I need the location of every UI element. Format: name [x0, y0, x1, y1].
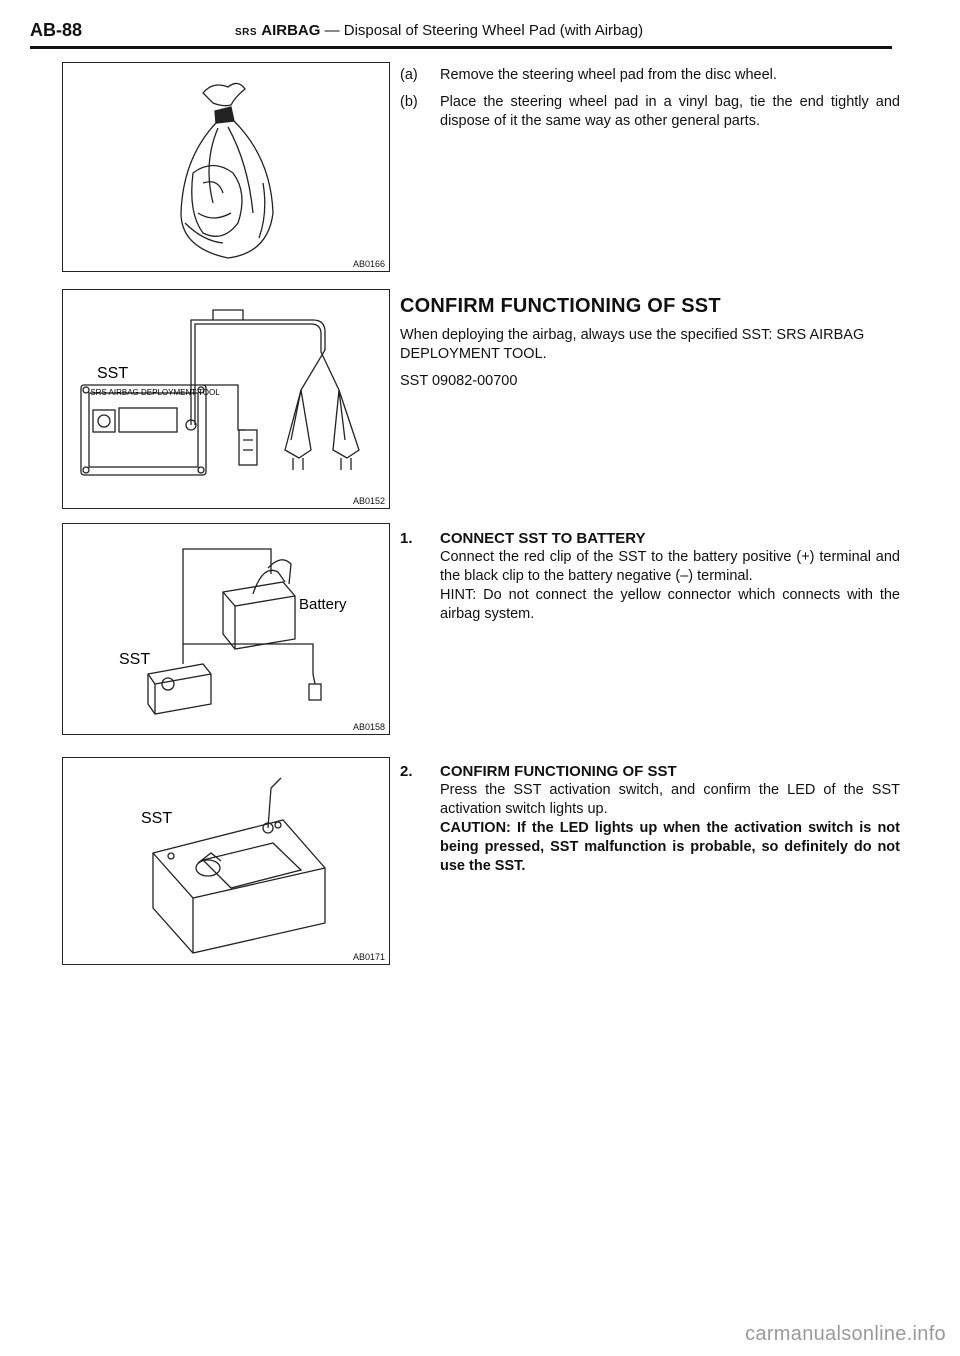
step-2-title: CONFIRM FUNCTIONING OF SST: [440, 763, 677, 780]
step-1-heading: [400, 529, 900, 548]
header-title: [235, 22, 643, 39]
watermark: carmanualsonline.info: [745, 1323, 946, 1345]
sst-tool-illustration: [63, 290, 389, 508]
figure-code: AB0166: [352, 259, 385, 269]
header-separator: —: [320, 22, 344, 39]
disposal-steps: [400, 66, 900, 139]
section-name: AIRBAG: [261, 22, 321, 39]
figure-code: AB0158: [352, 722, 385, 732]
header-subtitle: Disposal of Steering Wheel Pad (with Airbag): [343, 22, 644, 39]
sst-label: SST: [119, 651, 151, 668]
step-b-text: Place the steering wheel pad in a vinyl bag, tie the end tightly and dispose of it the same way as other general parts.: [440, 94, 900, 129]
step-2-heading: [400, 762, 900, 781]
step-a-label: (a): [400, 67, 418, 83]
sst-battery-illustration: [63, 524, 389, 734]
step-1-number: 1.: [400, 530, 413, 547]
srs-label: SRS: [235, 27, 258, 38]
sst-label: SST: [97, 365, 129, 382]
page-number: AB-88: [30, 20, 83, 40]
sst-panel-text: SRS AIRBAG DEPLOYMENT TOOL: [90, 388, 220, 397]
step-a-text: Remove the steering wheel pad from the disc wheel.: [440, 67, 777, 83]
confirm-heading: CONFIRM FUNCTIONING OF SST: [400, 295, 721, 317]
step-1: [400, 529, 900, 624]
sst-label: SST: [141, 810, 173, 827]
sst-switch-illustration: [63, 758, 389, 964]
step-2-body: Press the SST activation switch, and confirm the LED of the SST activation switch lights up.: [440, 782, 900, 817]
step-b-label: (b): [400, 94, 418, 110]
step-2-caution: CAUTION: If the LED lights up when the activation switch is not being pressed, SST malfunction is probable, so definitely do not use the SST.: [440, 820, 900, 874]
sst-number: SST 09082-00700: [400, 373, 518, 389]
step-b: [400, 93, 900, 131]
step-2-number: 2.: [400, 763, 413, 780]
page-header: [30, 20, 892, 49]
figure-code: AB0152: [352, 496, 385, 506]
step-1-hint: HINT: Do not connect the yellow connector which connects with the airbag system.: [440, 587, 900, 622]
figure-vinyl-bag: [62, 62, 390, 272]
figure-sst-switch: [62, 757, 390, 965]
battery-label: Battery: [299, 596, 347, 613]
step-2: [400, 762, 900, 876]
figure-sst-battery: [62, 523, 390, 735]
step-1-title: CONNECT SST TO BATTERY: [440, 530, 646, 547]
step-1-body: Connect the red clip of the SST to the battery positive (+) terminal and the black clip to the battery negative (–) terminal.: [440, 549, 900, 584]
confirm-section: [400, 297, 900, 391]
figure-code: AB0171: [352, 952, 385, 962]
figure-sst-tool: [62, 289, 390, 509]
step-a: [400, 66, 900, 85]
vinyl-bag-illustration: [63, 63, 389, 271]
confirm-intro: When deploying the airbag, always use the specified SST: SRS AIRBAG DEPLOYMENT TOOL.: [400, 327, 865, 362]
